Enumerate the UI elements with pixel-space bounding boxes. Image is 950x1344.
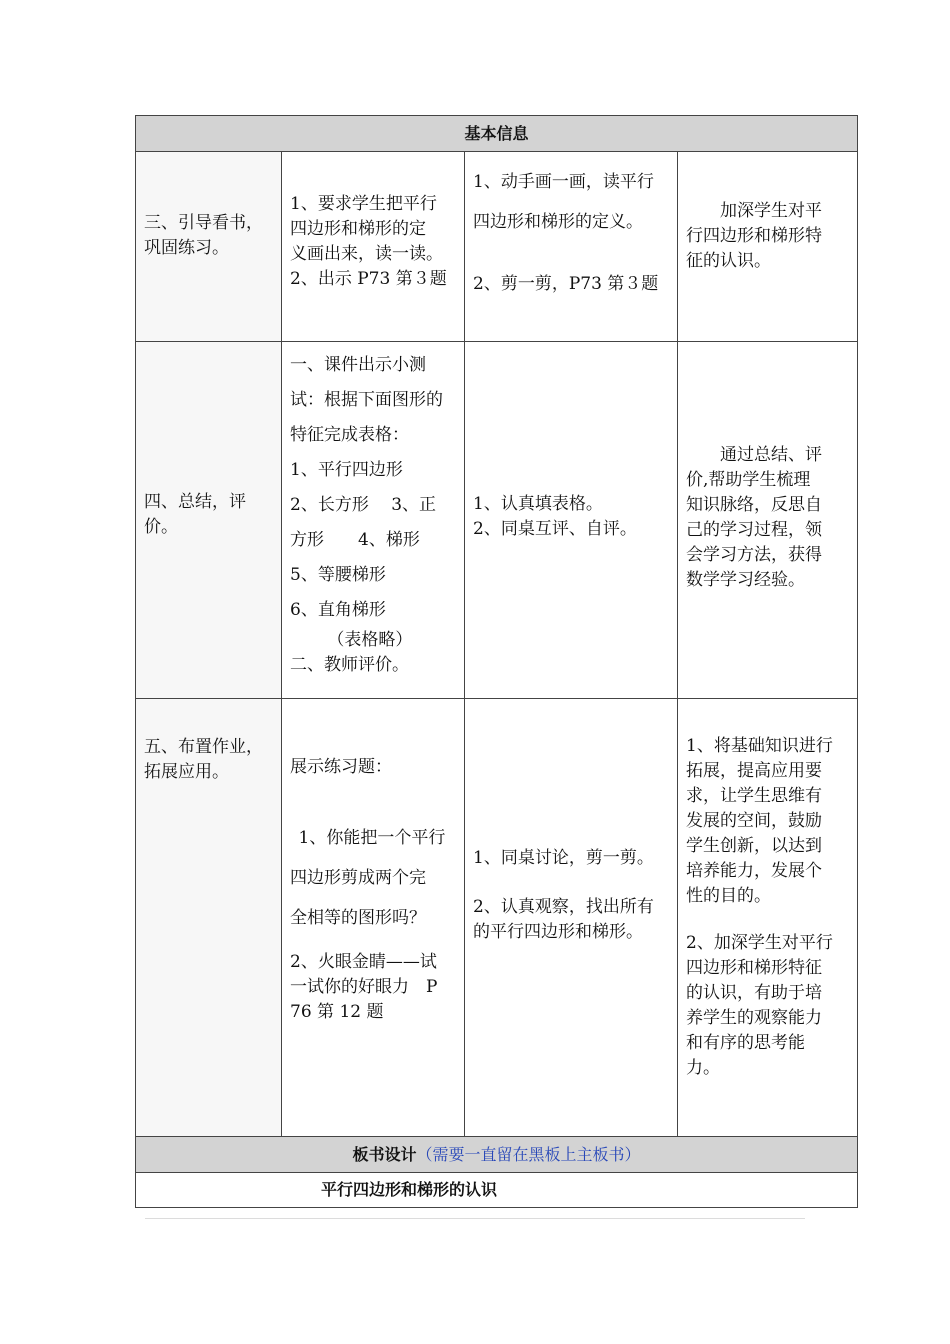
student-activity-cell (465, 152, 678, 342)
teacher-line: 1、平行四边形 (290, 460, 403, 480)
intent-line: 发展的空间，鼓励 (686, 811, 822, 831)
teacher-line: 6、直角梯形 (290, 600, 386, 620)
intent-line: 培养能力，发展个 (686, 861, 822, 881)
board-subtitle: 平行四边形和梯形的认识 (321, 1180, 498, 1199)
basic-info-header: 基本信息 (136, 116, 858, 152)
board-design-title: 板书设计 (352, 1145, 417, 1164)
intent-line: 知识脉络，反思自 (686, 494, 822, 515)
teacher-line: 四边形剪成两个完 (290, 867, 426, 888)
board-design-content (136, 1173, 858, 1208)
teacher-line: 方形 4、梯形 (290, 530, 420, 550)
intent-line: 征的认识。 (686, 251, 771, 271)
design-intent-cell (678, 152, 858, 342)
teacher-line: 义画出来，读一读。 (290, 243, 443, 264)
student-line (473, 242, 669, 264)
student-line: 2、剪一剪，P73 第３题 (473, 274, 659, 294)
table-row (136, 699, 858, 1137)
step-label-line: 拓展应用。 (144, 762, 229, 782)
student-line: 四边形和梯形的定义。 (473, 212, 643, 232)
student-line: 1、同桌讨论，剪一剪。 (473, 848, 654, 868)
teacher-activity-cell (282, 342, 465, 699)
teacher-line: 1、要求学生把平行 (290, 193, 437, 214)
step-label-cell (136, 342, 282, 699)
intent-line: 性的目的。 (686, 886, 771, 906)
design-intent-cell (678, 342, 858, 699)
board-design-header (136, 1137, 858, 1173)
step-label-line: 价。 (144, 517, 178, 537)
teacher-line: 2、火眼金睛——试 (290, 951, 437, 972)
intent-line: 数学学习经验。 (686, 569, 805, 590)
step-label-line: 五、布置作业， (144, 737, 263, 757)
intent-line: 力。 (686, 1058, 720, 1078)
teacher-line: 四边形和梯形的定 (290, 218, 426, 239)
page-divider (145, 1218, 805, 1219)
intent-line: 求，让学生思维有 (686, 786, 822, 806)
teacher-activity-cell (282, 699, 465, 1137)
teacher-line: 全相等的图形吗？ (290, 907, 426, 928)
teacher-line: 5、等腰梯形 (290, 565, 386, 585)
teacher-line: 二、教师评价。 (290, 655, 409, 675)
intent-line: 学生创新，以达到 (686, 836, 822, 856)
intent-line: 行四边形和梯形特 (686, 226, 822, 246)
intent-line: 价,帮助学生梳理 (686, 469, 811, 490)
teacher-line: 展示练习题： (290, 756, 392, 777)
board-design-note: （需要一直留在黑板上主板书） (416, 1145, 641, 1164)
intent-line: 2、加深学生对平行 (686, 933, 833, 953)
intent-line: 1、将基础知识进行 (686, 736, 833, 756)
teacher-line: 一、课件出示小测 (290, 355, 426, 375)
intent-line: 四边形和梯形特征 (686, 958, 822, 978)
student-line: 2、同桌互评、自评。 (473, 519, 637, 539)
intent-line: 会学习方法，获得 (686, 544, 822, 565)
intent-line: 加深学生对平 (720, 201, 822, 221)
teacher-line: 1、你能把一个平行 (298, 827, 446, 848)
step-label-line: 四、总结，评 (144, 492, 246, 512)
intent-line: 和有序的思考能 (686, 1033, 805, 1053)
step-label-line: 三、引导看书， (144, 212, 263, 233)
step-label-cell (136, 152, 282, 342)
student-line: 的平行四边形和梯形。 (473, 922, 643, 942)
teacher-line: 2、出示 P73 第３题 (290, 268, 447, 289)
teacher-line: （表格略） (327, 630, 413, 650)
student-line: 1、动手画一画，读平行 (473, 172, 654, 192)
step-label-line: 巩固练习。 (144, 237, 229, 258)
design-intent-cell (678, 699, 858, 1137)
teacher-line: 一试你的好眼力 P (290, 976, 438, 997)
teacher-line: 试：根据下面图形的 (290, 390, 443, 410)
teacher-line: 特征完成表格： (290, 425, 409, 445)
intent-line: 通过总结、评 (720, 444, 822, 465)
teacher-line: 76 第 12 题 (290, 1001, 384, 1022)
lesson-plan-table (135, 115, 858, 1208)
intent-line: 养学生的观察能力 (686, 1008, 822, 1028)
intent-line: 的认识，有助于培 (686, 983, 822, 1003)
teacher-activity-cell (282, 152, 465, 342)
table-row (136, 342, 858, 699)
intent-line: 拓展，提高应用要 (686, 761, 822, 781)
step-label-cell (136, 699, 282, 1137)
student-activity-cell (465, 342, 678, 699)
teacher-line: 2、长方形 3、正 (290, 495, 437, 515)
table-row (136, 152, 858, 342)
student-activity-cell (465, 699, 678, 1137)
student-line: 2、认真观察，找出所有 (473, 897, 654, 917)
intent-line: 己的学习过程，领 (686, 519, 822, 540)
student-line: 1、认真填表格。 (473, 494, 603, 514)
